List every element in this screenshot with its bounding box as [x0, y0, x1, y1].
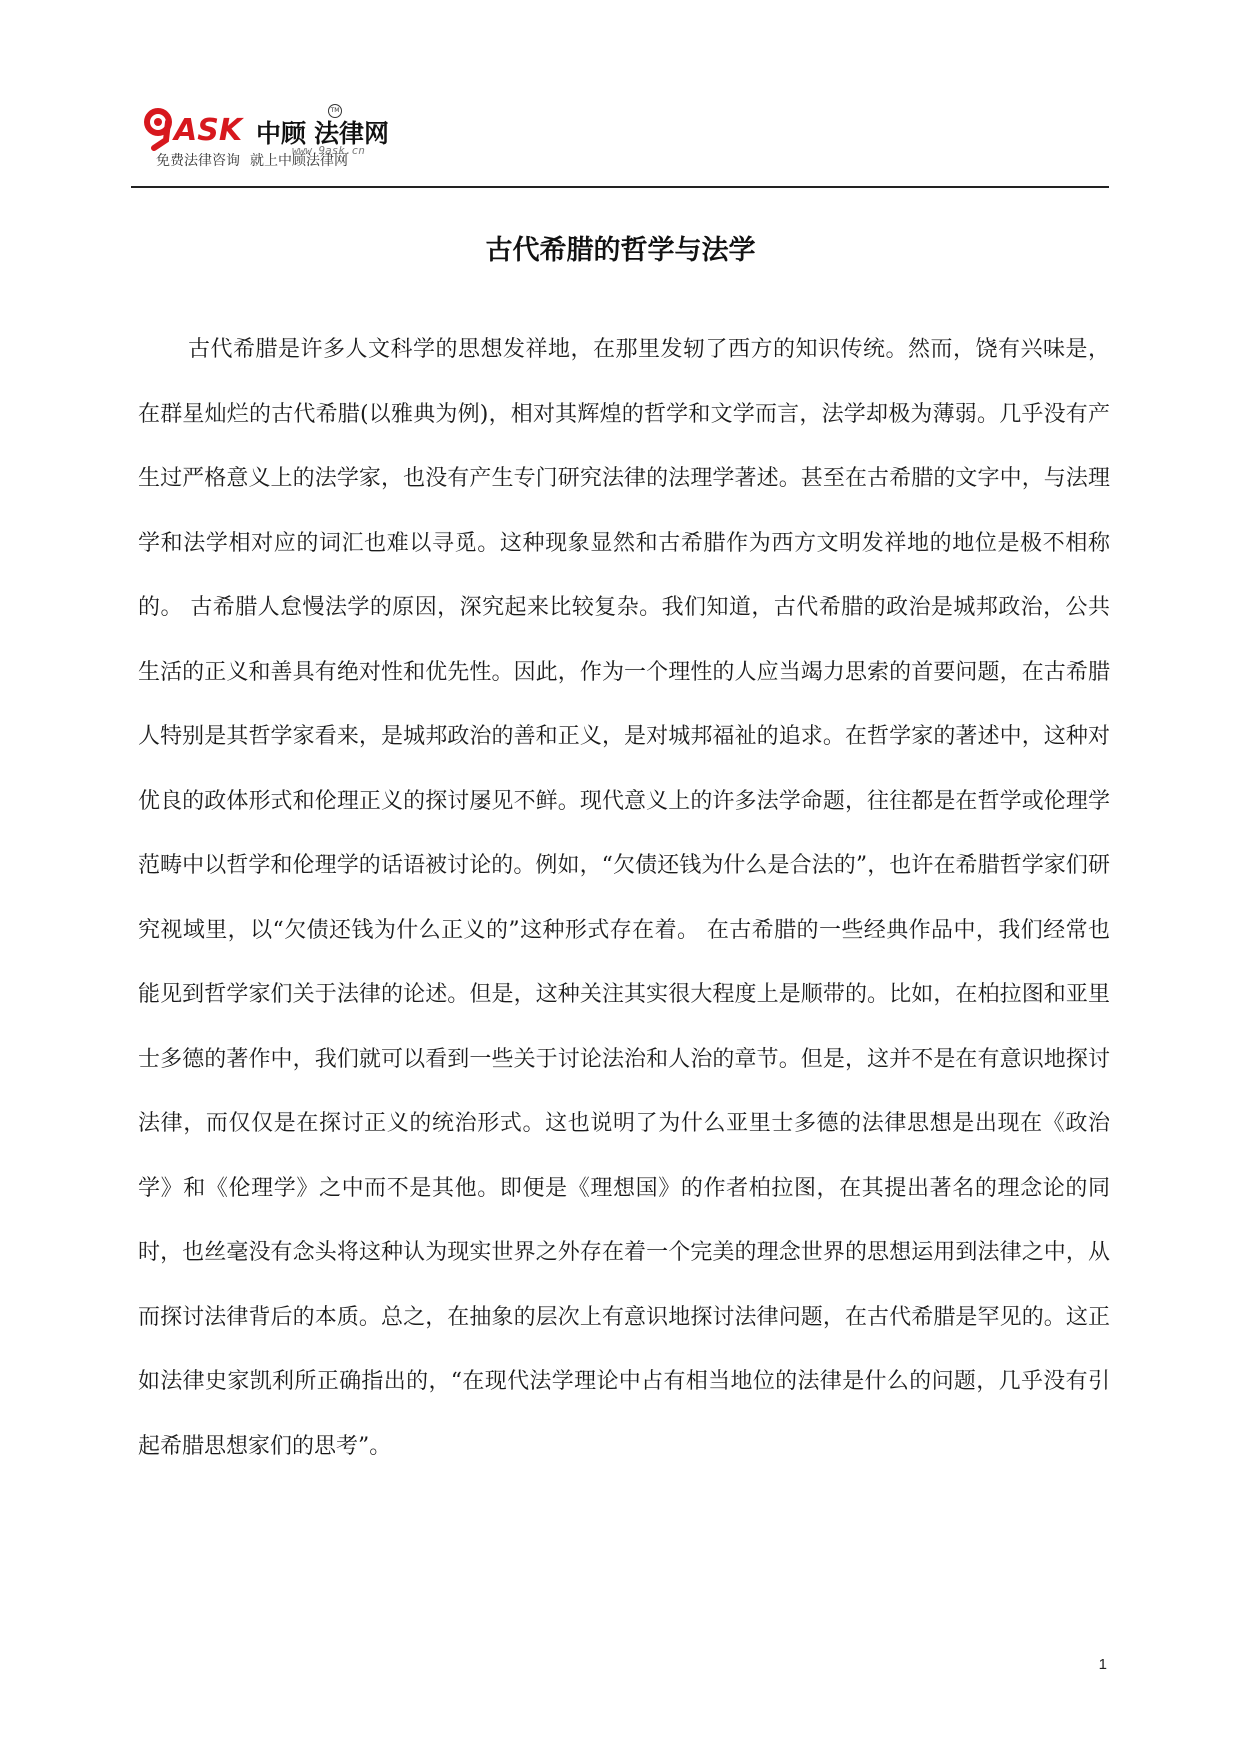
trademark-icon: TM	[328, 104, 342, 118]
page-number: 1	[1098, 1656, 1107, 1673]
logo-brand-cn-1: 中顾	[256, 119, 307, 148]
logo-9ask-mark	[144, 104, 256, 152]
slogan-part-1: 免费法律咨询	[156, 153, 240, 169]
logo-url[interactable]: www.9ask.cn	[292, 144, 365, 157]
site-header	[136, 92, 536, 182]
document-paragraph: 古代希腊是许多人文科学的思想发祥地，在那里发轫了西方的知识传统。然而，饶有兴味是，在群星灿烂的古代希腊(以雅典为例)，相对其辉煌的哲学和文学而言，法学却极为薄弱。几乎没有产生过严格意义上的法学家，也没有产生专门研究法律的法理学著述。甚至在古希腊的文字中，与法理学和法学相对应的词汇也难以寻觅。这种现象显然和古希腊作为西方文明发祥地的地位是极不相称的。 古希腊人怠慢法学的原因，深究起来比较复杂。我们知道，古代希腊的政治是城邦政治，公共生活的正义和善具有绝对性和优先性。因此，作为一个理性的人应当竭力思索的首要问题，在古希腊人特别是其哲学家看来，是城邦政治的善和正义，是对城邦福祉的追求。在哲学家的著述中，这种对优良的政体形式和伦理正义的探讨屡见不鲜。现代意义上的许多法学命题，往往都是在哲学或伦理学范畴中以哲学和伦理学的话语被讨论的。例如，“欠债还钱为什么是合法的”，也许在希腊哲学家们研究视域里，以“欠债还钱为什么正义的”这种形式存在着。 在古希腊的一些经典作品中，我们经常也能见到哲学家们关于法律的论述。但是，这种关注其实很大程度上是顺带的。比如，在柏拉图和亚里士多德的著作中，我们就可以看到一些关于讨论法治和人治的章节。但是，这并不是在有意识地探讨法律，而仅仅是在探讨正义的统治形式。这也说明了为什么亚里士多德的法律思想是出现在《政治学》和《伦理学》之中而不是其他。即便是《理想国》的作者柏拉图，在其提出著名的理念论的同时，也丝毫没有念头将这种认为现实世界之外存在着一个完美的理念世界的思想运用到法律之中，从而探讨法律背后的本质。总之，在抽象的层次上有意识地探讨法律问题，在古代希腊是罕见的。这正如法律史家凯利所正确指出的，“在现代法学理论中占有相当地位的法律是什么的问题，几乎没有引起希腊思想家们的思考”。	[138, 337, 1110, 1459]
logo-brand-cn-2: 法律网	[314, 119, 390, 148]
header-slogan	[156, 150, 348, 170]
logo-ask-letters: ASK	[174, 113, 243, 148]
header-divider	[131, 186, 1109, 188]
slogan-part-2: 就上中顾法律网	[250, 153, 348, 169]
document-title: 古代希腊的哲学与法学	[485, 235, 756, 266]
